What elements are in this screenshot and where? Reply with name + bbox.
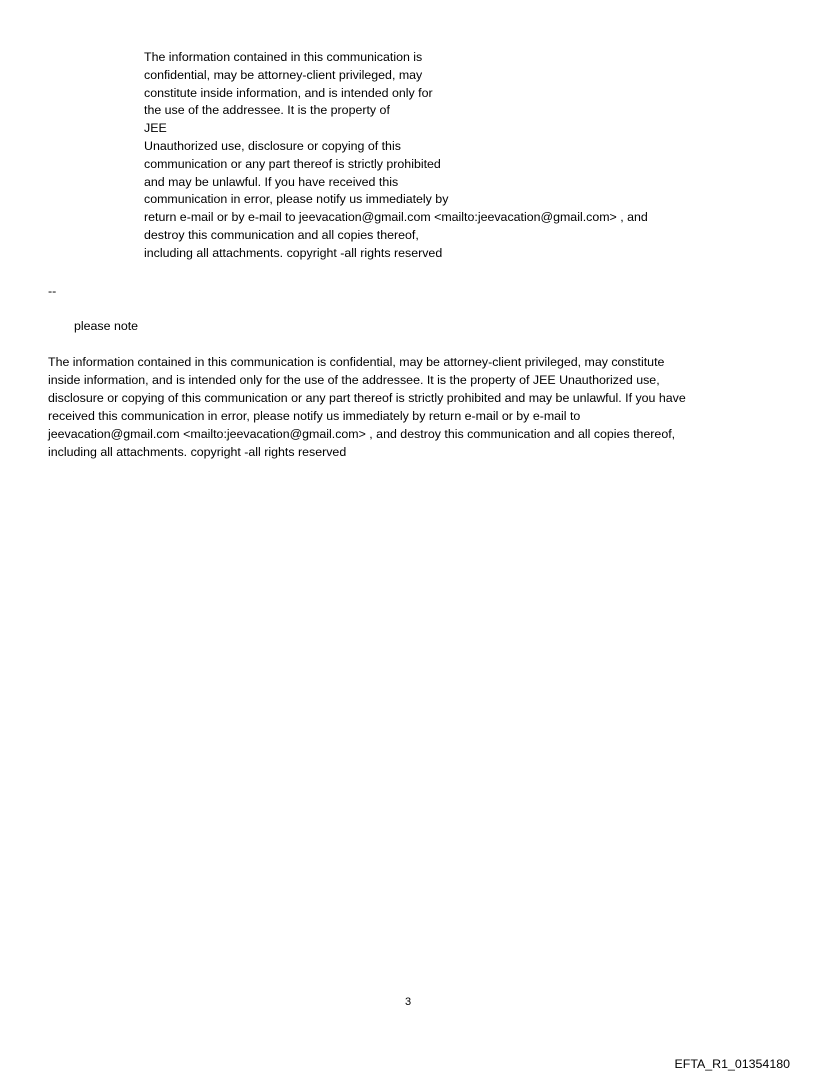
quoted-disclaimer-line: return e-mail or by e-mail to jeevacation@gmail.com <mailto:jeevacation@gmail.com> , and bbox=[144, 210, 648, 225]
disclaimer-line: inside information, and is intended only for the use of the addressee. It is the property of JEE Unauthorized use, bbox=[48, 373, 660, 387]
quoted-disclaimer-line: communication or any part thereof is strictly prohibited bbox=[144, 156, 441, 171]
quoted-disclaimer-line: communication in error, please notify us immediately by bbox=[144, 192, 449, 207]
disclaimer-line: including all attachments. copyright -all rights reserved bbox=[48, 445, 347, 459]
disclaimer-line: jeevacation@gmail.com <mailto:jeevacation@gmail.com> , and destroy this communication and all copies thereof, bbox=[48, 427, 676, 441]
page-number: 3 bbox=[404, 996, 412, 1008]
signature-separator: -- bbox=[48, 284, 57, 298]
disclaimer-paragraph bbox=[48, 353, 768, 461]
quoted-disclaimer-line: including all attachments. copyright -all rights reserved bbox=[144, 245, 443, 260]
disclaimer-line: The information contained in this communication is confidential, may be attorney-client privileged, may constitute bbox=[48, 355, 665, 369]
disclaimer-line: disclosure or copying of this communication or any part thereof is strictly prohibited and may be unlawful. If you have bbox=[48, 391, 686, 405]
quoted-disclaimer-line: constitute inside information, and is intended only for bbox=[144, 85, 433, 100]
disclaimer-line: received this communication in error, please notify us immediately by return e-mail or by e-mail to bbox=[48, 409, 581, 423]
note-heading: please note bbox=[74, 319, 139, 333]
quoted-disclaimer-line: the use of the addressee. It is the property of bbox=[144, 103, 390, 118]
quoted-disclaimer-line: destroy this communication and all copies thereof, bbox=[144, 227, 419, 242]
quoted-disclaimer bbox=[144, 49, 744, 263]
bates-number: EFTA_R1_01354180 bbox=[674, 1057, 790, 1071]
quoted-disclaimer-line: Unauthorized use, disclosure or copying of this bbox=[144, 138, 401, 153]
quoted-disclaimer-line: confidential, may be attorney-client privileged, may bbox=[144, 67, 423, 82]
quoted-disclaimer-line: JEE bbox=[144, 121, 167, 136]
quoted-disclaimer-line: The information contained in this communication is bbox=[144, 50, 423, 64]
quoted-disclaimer-line: and may be unlawful. If you have received this bbox=[144, 174, 399, 189]
